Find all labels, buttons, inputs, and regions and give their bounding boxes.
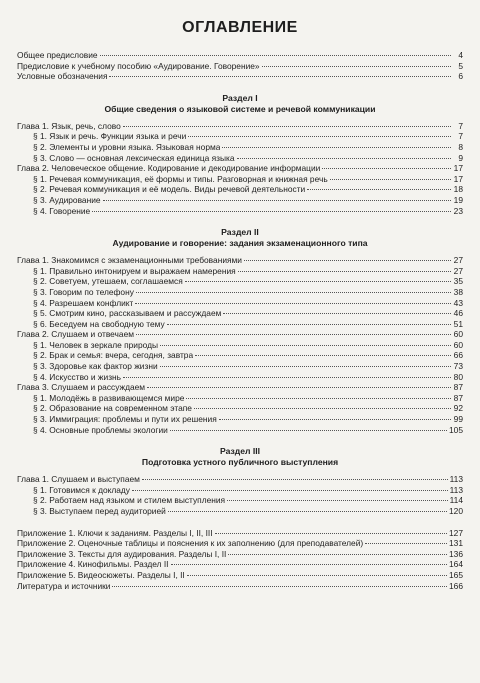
- dot-leader: [135, 302, 451, 304]
- toc-page-number: 105: [449, 424, 463, 435]
- dot-leader: [171, 563, 448, 565]
- dot-leader: [222, 146, 451, 148]
- toc-page-number: 73: [453, 361, 463, 372]
- dot-leader: [92, 210, 451, 212]
- toc-page-number: 60: [453, 339, 463, 350]
- dot-leader: [219, 418, 451, 420]
- toc-entry-title: § 2. Работаем над языком и стилем выступления: [33, 495, 226, 506]
- dot-leader: [322, 167, 451, 169]
- toc-entry[interactable]: [17, 474, 463, 485]
- toc-page-number: 113: [449, 484, 463, 495]
- toc-entry-title: § 4. Говорение: [33, 205, 91, 216]
- dot-leader: [195, 354, 451, 356]
- section-title: Общие сведения о языковой системе и речевой коммуникации: [104, 103, 376, 114]
- toc-entry-title: Условные обозначения: [17, 71, 108, 82]
- toc-entry-title: Приложение 1. Ключи к заданиям. Разделы I, II, III: [17, 527, 213, 538]
- dot-leader: [186, 397, 451, 399]
- toc-entry-title: Приложение 5. Видеосюжеты. Разделы I, II: [17, 569, 185, 580]
- section-title: Аудирование и говорение: задания экзаменационного типа: [112, 238, 368, 249]
- toc-subentry[interactable]: [17, 414, 463, 425]
- toc-entry-title: Приложение 2. Оценочные таблицы и пояснения к их заполнению (для преподавателей): [17, 538, 364, 549]
- toc-subentry[interactable]: [17, 153, 463, 164]
- page-title: ОГЛАВЛЕНИЕ: [182, 19, 298, 36]
- toc-entry[interactable]: [17, 163, 463, 174]
- toc-subentry[interactable]: [17, 174, 463, 185]
- section-label: Раздел II: [221, 227, 259, 238]
- toc-page-number: 131: [449, 538, 463, 549]
- toc-subentry[interactable]: [17, 142, 463, 153]
- toc-entry-title: Глава 2. Человеческое общение. Кодирование и декодирование информации: [17, 163, 321, 174]
- toc-entry-title: § 3. Иммиграция: проблемы и пути их решения: [33, 414, 217, 425]
- toc-entry-title: § 3. Выступаем перед аудиторией: [33, 506, 166, 516]
- toc-page-number: 9: [458, 152, 463, 163]
- toc-page-number: 35: [453, 276, 463, 287]
- dot-leader: [136, 291, 451, 293]
- toc-entry-title: § 2. Брак и семья: вчера, сегодня, завтра: [33, 350, 194, 361]
- toc-page-number: 120: [449, 506, 463, 516]
- dot-leader: [187, 574, 447, 576]
- section-label: Раздел I: [222, 92, 258, 103]
- toc-entry-title: Глава 2. Слушаем и отвечаем: [17, 329, 134, 340]
- toc-subentry[interactable]: [17, 485, 463, 496]
- toc-entry-title: § 4. Разрешаем конфликт: [33, 297, 134, 308]
- dot-leader: [132, 489, 448, 491]
- toc-entry[interactable]: [17, 71, 463, 82]
- dot-leader: [142, 478, 448, 480]
- toc-page-number: 87: [453, 382, 463, 393]
- toc-entry-title: § 3. Слово — основная лексическая единица языка: [33, 152, 235, 163]
- dot-leader: [109, 75, 451, 77]
- dot-leader: [185, 280, 451, 282]
- toc-subentry[interactable]: [17, 393, 463, 404]
- toc-entry-title: § 6. Беседуем на свободную тему: [33, 318, 165, 329]
- dot-leader: [123, 125, 451, 127]
- toc-entry-title: § 3. Здоровье как фактор жизни: [33, 361, 158, 372]
- toc-subentry[interactable]: [17, 276, 463, 287]
- toc-page-number: 19: [453, 194, 463, 205]
- toc-page-number: 80: [453, 371, 463, 382]
- toc-entry[interactable]: [17, 559, 463, 570]
- toc-entry[interactable]: [17, 121, 463, 132]
- toc-subentry[interactable]: [17, 195, 463, 206]
- toc-entry[interactable]: [17, 382, 463, 393]
- toc-entry-title: § 4. Основные проблемы экологии: [33, 424, 168, 435]
- toc-page-number: 114: [449, 495, 463, 506]
- toc-subentry[interactable]: [17, 287, 463, 298]
- dot-leader: [123, 376, 451, 378]
- dot-leader: [160, 365, 451, 367]
- dot-leader: [228, 553, 447, 555]
- toc-entry-title: § 3. Аудирование: [33, 194, 101, 205]
- toc-page-number: 165: [449, 569, 463, 580]
- toc-entry-title: Приложение 4. Кинофильмы. Раздел II: [17, 559, 169, 570]
- toc-entry[interactable]: [17, 255, 463, 266]
- toc-page-number: 166: [449, 580, 463, 591]
- toc-entry-title: Общее предисловие: [17, 50, 98, 60]
- toc-entry-title: § 4. Искусство и жизнь: [33, 371, 122, 382]
- toc-page-number: 17: [453, 173, 463, 184]
- toc-entry-title: Литература и источники: [17, 580, 111, 591]
- toc-entry-title: § 3. Говорим по телефону: [33, 286, 134, 297]
- toc-subentry[interactable]: [17, 308, 463, 319]
- toc-page-number: 4: [458, 50, 463, 60]
- toc-subentry[interactable]: [17, 266, 463, 277]
- dot-leader: [103, 199, 451, 201]
- toc-entry-title: § 1. Человек в зеркале природы: [33, 339, 159, 350]
- toc-entry[interactable]: [17, 528, 463, 539]
- dot-leader: [112, 585, 447, 587]
- toc-subentry[interactable]: [17, 372, 463, 383]
- dot-leader: [136, 333, 451, 335]
- toc-subentry[interactable]: [17, 425, 463, 436]
- toc-page-number: 6: [458, 71, 463, 82]
- toc-page-number: 92: [453, 403, 463, 414]
- toc-page-number: 136: [449, 548, 463, 559]
- toc-entry-title: § 5. Смотрим кино, рассказываем и рассуждаем: [33, 308, 222, 319]
- dot-leader: [365, 542, 447, 544]
- dot-leader: [223, 312, 451, 314]
- toc-entry-title: Глава 1. Язык, речь, слово: [17, 120, 121, 131]
- toc-page-number: 46: [453, 308, 463, 319]
- toc-entry-title: § 1. Язык и речь. Функции языка и речи: [33, 131, 187, 142]
- toc-page-number: 99: [453, 414, 463, 425]
- toc-page-number: 18: [453, 184, 463, 195]
- toc-page-number: 43: [453, 297, 463, 308]
- dot-leader: [167, 323, 451, 325]
- sections: [17, 93, 463, 517]
- toc-entry[interactable]: [17, 50, 463, 61]
- toc-subentry[interactable]: [17, 350, 463, 361]
- dot-leader: [147, 386, 451, 388]
- toc-subentry[interactable]: [17, 403, 463, 414]
- toc-page-number: 51: [453, 318, 463, 329]
- toc-entry-title: § 1. Готовимся к докладу: [33, 484, 130, 495]
- toc-page-number: 87: [453, 392, 463, 403]
- toc-entry-title: Глава 1. Знакомимся с экзаменационными требованиями: [17, 255, 242, 266]
- toc-entry-title: § 2. Советуем, утешаем, соглашаемся: [33, 276, 183, 287]
- dot-leader: [194, 407, 451, 409]
- toc-entry-title: Предисловие к учебному пособию «Аудирование. Говорение»: [17, 60, 260, 71]
- dot-leader: [330, 178, 451, 180]
- toc-subentry[interactable]: [17, 206, 463, 217]
- toc-page-number: 60: [453, 329, 463, 340]
- section-label: Раздел III: [219, 446, 261, 457]
- dot-leader: [244, 259, 451, 261]
- toc-page-number: 127: [449, 527, 463, 538]
- toc-subentry[interactable]: [17, 131, 463, 142]
- dot-leader: [227, 499, 448, 501]
- dot-leader: [188, 135, 451, 137]
- toc-entry-title: § 1. Правильно интонируем и выражаем намерения: [33, 265, 236, 276]
- dot-leader: [237, 157, 451, 159]
- toc-subentry[interactable]: [17, 361, 463, 372]
- intro-entries: [17, 50, 463, 82]
- toc-entry[interactable]: [17, 538, 463, 549]
- toc-entry[interactable]: [17, 329, 463, 340]
- toc-page-number: 17: [453, 163, 463, 174]
- toc-subentry[interactable]: [17, 319, 463, 330]
- toc-entry-title: § 2. Речевая коммуникация и её модель. Виды речевой деятельности: [33, 184, 306, 195]
- section-block: [17, 446, 463, 516]
- toc-subentry[interactable]: [17, 506, 463, 517]
- toc-page-number: 113: [449, 474, 463, 485]
- dot-leader: [307, 188, 451, 190]
- toc-page-number: 8: [458, 141, 463, 152]
- toc-entry[interactable]: [17, 570, 463, 581]
- toc-entry[interactable]: [17, 61, 463, 72]
- dot-leader: [100, 54, 451, 56]
- table-of-contents: [17, 18, 463, 591]
- toc-entry[interactable]: [17, 549, 463, 560]
- toc-subentry[interactable]: [17, 184, 463, 195]
- toc-subentry[interactable]: [17, 340, 463, 351]
- dot-leader: [170, 429, 447, 431]
- toc-page-number: 7: [458, 131, 463, 142]
- appendix-entries: [17, 528, 463, 592]
- toc-entry-title: § 2. Элементы и уровни языка. Языковая норма: [33, 141, 221, 152]
- dot-leader: [168, 510, 447, 512]
- dot-leader: [215, 532, 447, 534]
- toc-page-number: 27: [453, 255, 463, 266]
- toc-subentry[interactable]: [17, 495, 463, 506]
- toc-page-number: 38: [453, 286, 463, 297]
- toc-entry-title: § 2. Образование на современном этапе: [33, 403, 192, 414]
- toc-page-number: 23: [453, 205, 463, 216]
- section-title: Подготовка устного публичного выступления: [141, 457, 339, 468]
- toc-entry[interactable]: [17, 581, 463, 592]
- toc-entry-title: § 1. Речевая коммуникация, её формы и типы. Разговорная и книжная речь: [33, 173, 328, 184]
- toc-entry-title: Приложение 3. Тексты для аудирования. Разделы I, II: [17, 548, 227, 559]
- toc-page-number: 7: [458, 120, 463, 131]
- toc-entry-title: Глава 1. Слушаем и выступаем: [17, 474, 140, 485]
- toc-page-number: 66: [453, 350, 463, 361]
- toc-page-number: 5: [458, 60, 463, 71]
- dot-leader: [238, 270, 451, 272]
- dot-leader: [160, 344, 451, 346]
- section-block: [17, 227, 463, 435]
- toc-page-number: 164: [449, 559, 463, 570]
- dot-leader: [262, 65, 451, 67]
- toc-entry-title: § 1. Молодёжь в развивающемся мире: [33, 392, 185, 403]
- toc-entry-title: Глава 3. Слушаем и рассуждаем: [17, 382, 146, 393]
- toc-page-number: 27: [453, 265, 463, 276]
- section-block: [17, 93, 463, 216]
- toc-subentry[interactable]: [17, 298, 463, 309]
